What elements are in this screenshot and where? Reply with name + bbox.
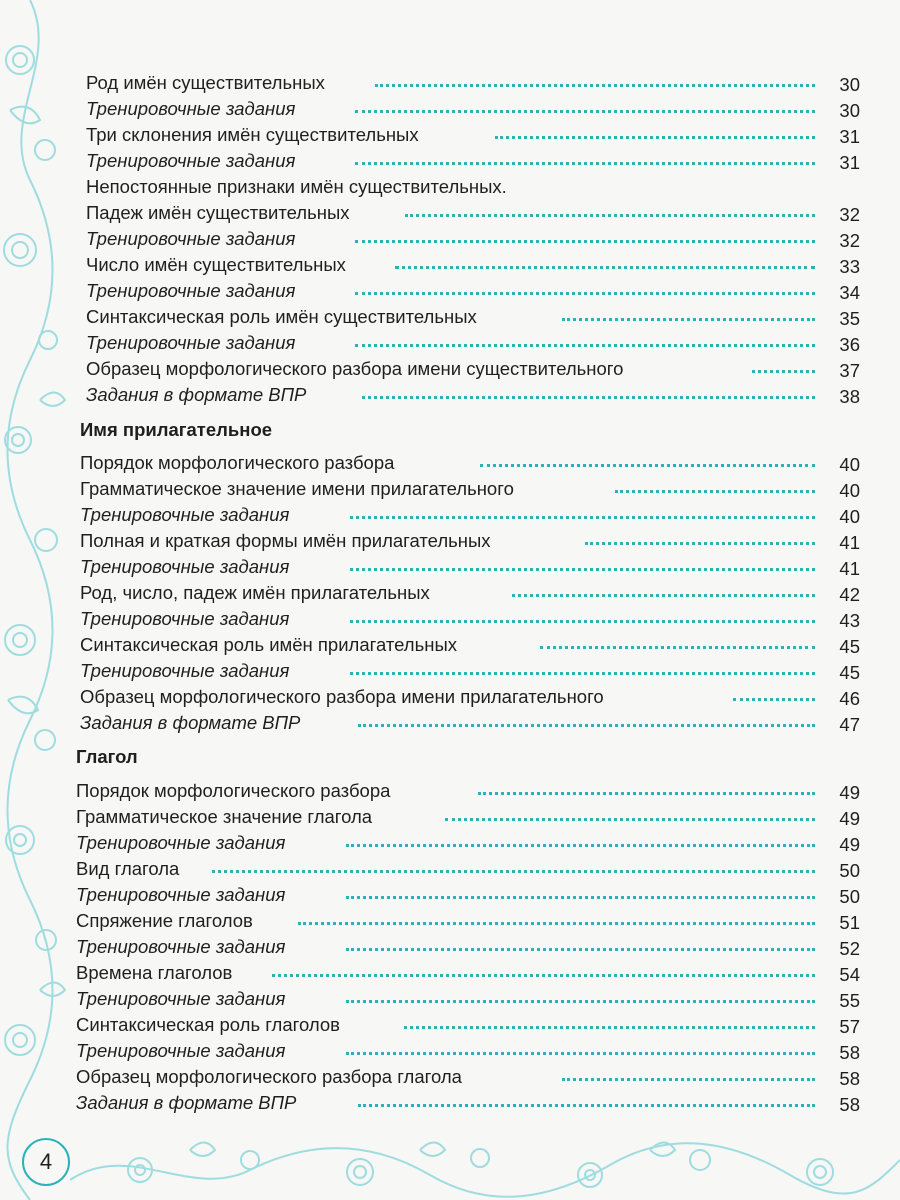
dot-leader: [752, 370, 815, 373]
toc-entry-title: Тренировочные задания: [76, 831, 289, 855]
toc-entry-title: Образец морфологического разбора имени существительного: [86, 357, 627, 381]
toc-entry[interactable]: [0, 711, 860, 737]
toc-entry-title: Полная и краткая формы имён прилагательных: [80, 529, 495, 553]
toc-entry[interactable]: [0, 909, 860, 935]
toc-entry[interactable]: [0, 357, 860, 383]
toc-entry-title: Грамматическое значение глагола: [76, 805, 376, 829]
dot-leader: [395, 266, 815, 269]
section-heading-verb: Глагол: [76, 746, 138, 767]
dot-leader: [346, 948, 815, 951]
dot-leader: [404, 1026, 815, 1029]
toc-entry-title: Порядок морфологического разбора: [80, 451, 398, 475]
dot-leader: [480, 464, 815, 467]
toc-entry-page: 35: [839, 308, 860, 329]
dot-leader: [346, 896, 815, 899]
dot-leader: [615, 490, 815, 493]
dot-leader: [346, 844, 815, 847]
toc-entry[interactable]: [0, 633, 860, 659]
toc-entry-title: Тренировочные задания: [80, 555, 293, 579]
toc-entry-title: Времена глаголов: [76, 961, 236, 985]
dot-leader: [445, 818, 815, 821]
toc-entry-title: Задания в формате ВПР: [80, 711, 304, 735]
toc-entry-page: 41: [839, 532, 860, 553]
page-number-badge: 4: [22, 1138, 70, 1186]
toc-entry-title: Синтаксическая роль имён существительных: [86, 305, 481, 329]
toc-entry-title: Тренировочные задания: [80, 659, 293, 683]
dot-leader: [478, 792, 815, 795]
toc-entry-title: Образец морфологического разбора глагола: [76, 1065, 466, 1089]
toc-entry-page: 45: [839, 662, 860, 683]
toc-entry[interactable]: [0, 279, 860, 305]
toc-entry[interactable]: [0, 607, 860, 633]
dot-leader: [355, 110, 815, 113]
dot-leader: [350, 620, 815, 623]
toc-entry-title: Тренировочные задания: [86, 331, 299, 355]
dot-leader: [355, 344, 815, 347]
toc-entry[interactable]: [0, 857, 860, 883]
dot-leader: [355, 162, 815, 165]
toc-entry-title: Тренировочные задания: [80, 503, 293, 527]
toc-entry-page: 57: [839, 1016, 860, 1037]
toc-entry-page: 32: [839, 230, 860, 251]
toc-entry[interactable]: [0, 383, 860, 409]
toc-entry[interactable]: [0, 149, 860, 175]
floral-border-bottom: [0, 1120, 900, 1200]
toc-entry-title: Тренировочные задания: [86, 149, 299, 173]
toc-entry-page: 40: [839, 480, 860, 501]
toc-entry-page: 46: [839, 688, 860, 709]
toc-entry-title: Род имён существительных: [86, 71, 329, 95]
toc-entry[interactable]: [0, 331, 860, 357]
dot-leader: [733, 698, 815, 701]
toc-entry[interactable]: [0, 831, 860, 857]
toc-entry[interactable]: [0, 555, 860, 581]
toc-entry-title: Образец морфологического разбора имени прилагательного: [80, 685, 608, 709]
toc-entry-page: 31: [839, 152, 860, 173]
toc-entry-title: Три склонения имён существительных: [86, 123, 423, 147]
toc-entry-page: 30: [839, 74, 860, 95]
toc-entry-page: 40: [839, 454, 860, 475]
toc-entry-title: Тренировочные задания: [76, 883, 289, 907]
dot-leader: [346, 1052, 815, 1055]
dot-leader: [512, 594, 815, 597]
toc-entry-page: 33: [839, 256, 860, 277]
dot-leader: [355, 292, 815, 295]
toc-entry-page: 49: [839, 834, 860, 855]
toc-entry-page: 45: [839, 636, 860, 657]
toc-entry[interactable]: [0, 961, 860, 987]
toc-entry-title: Род, число, падеж имён прилагательных: [80, 581, 434, 605]
toc-entry-page: 54: [839, 964, 860, 985]
toc-entry-page: 58: [839, 1042, 860, 1063]
toc-entry[interactable]: [0, 201, 860, 227]
toc-entry-page: 49: [839, 782, 860, 803]
toc-entry-title: Синтаксическая роль глаголов: [76, 1013, 344, 1037]
toc-entry-title: Задания в формате ВПР: [86, 383, 310, 407]
toc-entry[interactable]: [0, 305, 860, 331]
toc-entry-title: Вид глагола: [76, 857, 183, 881]
toc-entry[interactable]: [0, 1065, 860, 1091]
section-heading-adjective: Имя прилагательное: [80, 419, 273, 440]
dot-leader: [405, 214, 815, 217]
toc-entry-title: Непостоянные признаки имён существительных.: [86, 175, 511, 199]
toc-entry[interactable]: [0, 883, 860, 909]
toc-entry-page: 51: [839, 912, 860, 933]
toc-entry-page: 52: [839, 938, 860, 959]
toc-entry-title: Спряжение глаголов: [76, 909, 257, 933]
toc-entry[interactable]: [0, 175, 860, 201]
dot-leader: [585, 542, 815, 545]
toc-entry-title: Число имён существительных: [86, 253, 350, 277]
toc-entry-page: 47: [839, 714, 860, 735]
dot-leader: [350, 568, 815, 571]
toc-entry-page: 58: [839, 1094, 860, 1115]
dot-leader: [362, 396, 815, 399]
toc-entry[interactable]: [0, 503, 860, 529]
dot-leader: [272, 974, 815, 977]
toc-entry[interactable]: [0, 253, 860, 279]
dot-leader: [355, 240, 815, 243]
toc-entry[interactable]: [0, 659, 860, 685]
toc-entry[interactable]: [0, 1091, 860, 1117]
toc-entry-page: 37: [839, 360, 860, 381]
toc-entry[interactable]: [0, 1013, 860, 1039]
dot-leader: [212, 870, 815, 873]
dot-leader: [350, 672, 815, 675]
toc-entry-title: Грамматическое значение имени прилагательного: [80, 477, 518, 501]
toc-entry[interactable]: [0, 97, 860, 123]
toc-entry[interactable]: [0, 477, 860, 503]
toc-entry[interactable]: [0, 123, 860, 149]
toc-entry-page: 34: [839, 282, 860, 303]
toc-entry-page: 40: [839, 506, 860, 527]
toc-entry[interactable]: [0, 987, 860, 1013]
dot-leader: [495, 136, 815, 139]
toc-entry[interactable]: [0, 805, 860, 831]
toc-entry-title: Падеж имён существительных: [86, 201, 354, 225]
toc-entry-title: Синтаксическая роль имён прилагательных: [80, 633, 461, 657]
toc-entry-page: 41: [839, 558, 860, 579]
toc-entry-title: Тренировочные задания: [76, 1039, 289, 1063]
dot-leader: [562, 1078, 815, 1081]
toc-entry[interactable]: [0, 71, 860, 97]
dot-leader: [350, 516, 815, 519]
toc-entry[interactable]: [0, 451, 860, 477]
toc-entry[interactable]: [0, 779, 860, 805]
toc-entry-page: 36: [839, 334, 860, 355]
toc-entry-page: 31: [839, 126, 860, 147]
dot-leader: [375, 84, 815, 87]
dot-leader: [562, 318, 815, 321]
toc-entry-title: Задания в формате ВПР: [76, 1091, 300, 1115]
dot-leader: [358, 1104, 815, 1107]
toc-entry[interactable]: [0, 581, 860, 607]
toc-entry-title: Тренировочные задания: [76, 987, 289, 1011]
dot-leader: [358, 724, 815, 727]
toc-entry-page: 49: [839, 808, 860, 829]
toc-entry-title: Тренировочные задания: [76, 935, 289, 959]
toc-entry[interactable]: [0, 227, 860, 253]
toc-entry-page: 42: [839, 584, 860, 605]
toc-entry-page: 38: [839, 386, 860, 407]
toc-entry[interactable]: [0, 935, 860, 961]
toc-entry-page: 30: [839, 100, 860, 121]
dot-leader: [540, 646, 815, 649]
toc-entry-title: Порядок морфологического разбора: [76, 779, 394, 803]
toc-entry-page: 50: [839, 886, 860, 907]
toc-entry-page: 50: [839, 860, 860, 881]
toc-entry-page: 55: [839, 990, 860, 1011]
dot-leader: [346, 1000, 815, 1003]
toc-entry-title: Тренировочные задания: [86, 97, 299, 121]
dot-leader: [298, 922, 815, 925]
toc-entry-page: 43: [839, 610, 860, 631]
toc-entry-title: Тренировочные задания: [80, 607, 293, 631]
toc-entry[interactable]: [0, 529, 860, 555]
toc-entry-title: Тренировочные задания: [86, 279, 299, 303]
toc-entry-page: 32: [839, 204, 860, 225]
toc-entry[interactable]: [0, 1039, 860, 1065]
toc-entry[interactable]: [0, 685, 860, 711]
toc-entry-title: Тренировочные задания: [86, 227, 299, 251]
toc-entry-page: 58: [839, 1068, 860, 1089]
